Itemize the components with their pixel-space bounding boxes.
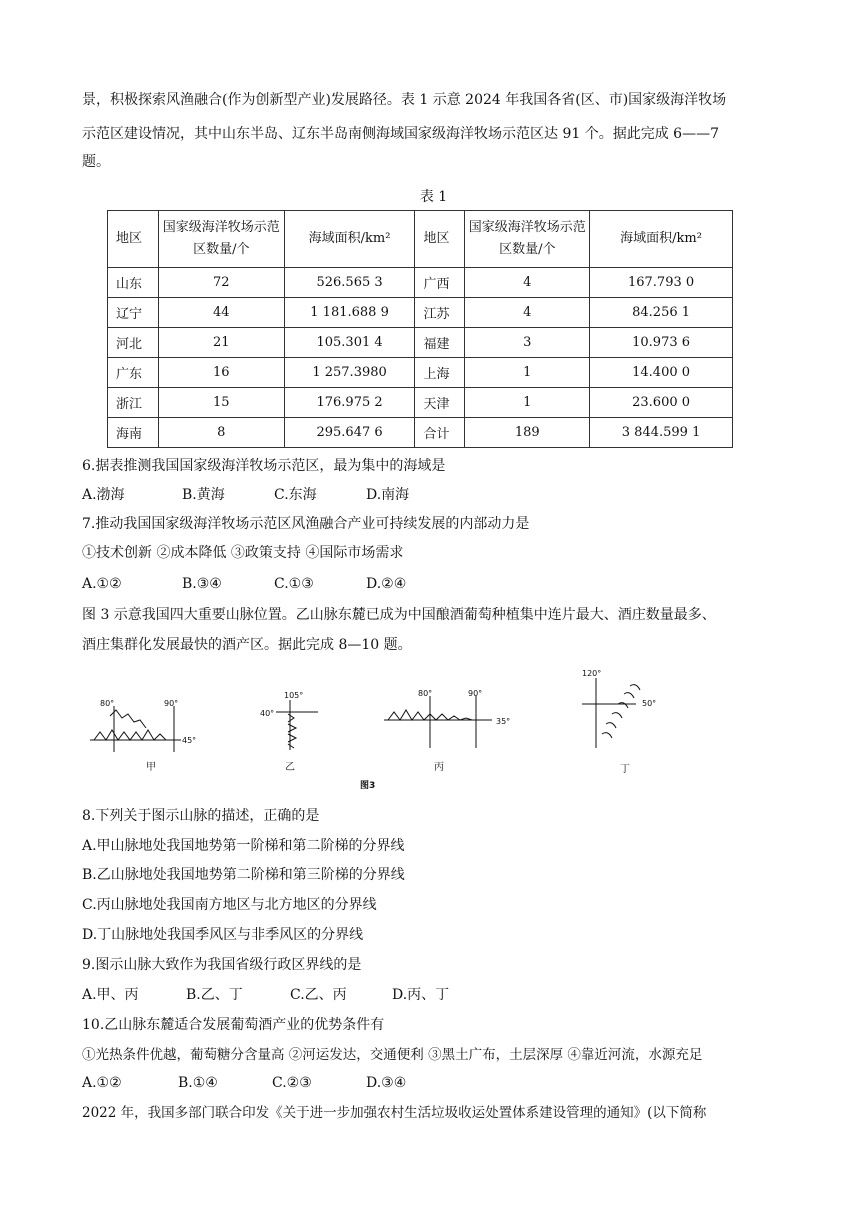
q8-option-d[interactable]: D.丁山脉地处我国季风区与非季风区的分界线 [82, 927, 364, 943]
figure-label: 乙 [285, 762, 295, 772]
lat-label: 35° [496, 717, 511, 726]
q8-option-b[interactable]: B.乙山脉地处我国地势第二阶梯和第三阶梯的分界线 [82, 867, 405, 883]
lat-label: 50° [642, 699, 657, 708]
lon-label: 80° [418, 689, 433, 698]
figure-jia [86, 692, 206, 772]
table-cell: 海南 [108, 418, 159, 448]
figure-ding-diagram [578, 664, 678, 776]
table-header-cell: 国家级海洋牧场示范区数量/个 [465, 211, 590, 268]
intro-line-3: 题。 [82, 154, 110, 170]
table-cell: 15 [158, 388, 284, 418]
table-cell: 526.565 3 [284, 268, 415, 298]
q7-option-b[interactable]: B.③④ [182, 576, 222, 592]
table-cell: 23.600 0 [590, 388, 733, 418]
q6-option-a[interactable]: A.渤海 [82, 487, 125, 503]
table-cell: 合计 [415, 418, 465, 448]
table-cell: 44 [158, 298, 284, 328]
table-row [108, 268, 733, 298]
q7-option-c[interactable]: C.①③ [274, 576, 314, 592]
q7-options [82, 574, 406, 594]
q10-stem: 10.乙山脉东麓适合发展葡萄酒产业的优势条件有 [82, 1017, 385, 1033]
data-table [107, 210, 733, 448]
table-cell: 8 [158, 418, 284, 448]
table-cell: 河北 [108, 328, 159, 358]
table-cell: 167.793 0 [590, 268, 733, 298]
table-cell: 189 [465, 418, 590, 448]
q8-option-c[interactable]: C.丙山脉地处我国南方地区与北方地区的分界线 [82, 897, 377, 913]
q7-option-d[interactable]: D.②④ [366, 576, 407, 592]
q10-options [82, 1073, 406, 1093]
q9-option-c[interactable]: C.乙、丙 [290, 987, 347, 1003]
lon-label: 80° [100, 699, 115, 708]
table-cell: 福建 [415, 328, 465, 358]
table-cell: 105.301 4 [284, 328, 415, 358]
q6-option-b[interactable]: B.黄海 [182, 487, 225, 503]
table-cell: 10.973 6 [590, 328, 733, 358]
table-cell: 72 [158, 268, 284, 298]
q7-items: ①技术创新 ②成本降低 ③政策支持 ④国际市场需求 [82, 545, 404, 561]
q8-option-a[interactable]: A.甲山脉地处我国地势第一阶梯和第二阶梯的分界线 [82, 838, 405, 854]
q9-option-d[interactable]: D.丙、丁 [392, 987, 450, 1003]
table-row [108, 298, 733, 328]
table-cell: 14.400 0 [590, 358, 733, 388]
table-cell: 1 181.688 9 [284, 298, 415, 328]
table-header-row [108, 211, 733, 268]
figure-label: 甲 [146, 762, 156, 772]
q8-stem: 8.下列关于图示山脉的描述，正确的是 [82, 808, 320, 824]
table-cell: 辽宁 [108, 298, 159, 328]
intro-line-1: 景，积极探索风渔融合(作为创新型产业)发展路径。表 1 示意 2024 年我国各省(区、市)国家级海洋牧场 [82, 92, 727, 108]
figure-label: 丁 [620, 764, 630, 775]
figure-ding [578, 664, 678, 776]
table-cell: 天津 [415, 388, 465, 418]
table-cell: 295.647 6 [284, 418, 415, 448]
lon-label: 105° [284, 691, 304, 700]
q6-option-d[interactable]: D.南海 [366, 487, 410, 503]
mountain-range-icon [288, 714, 296, 748]
mountain-range-icon [94, 730, 166, 740]
q10-option-b[interactable]: B.①④ [178, 1075, 218, 1091]
figure-caption: 图3 [360, 781, 376, 791]
q6-stem: 6.据表推测我国国家级海洋牧场示范区，最为集中的海域是 [82, 458, 446, 474]
q10-option-d[interactable]: D.③④ [366, 1075, 407, 1091]
mountain-range-icon [110, 710, 146, 728]
table-cell: 84.256 1 [590, 298, 733, 328]
table-cell: 江苏 [415, 298, 465, 328]
q10-items: ①光热条件优越，葡萄糖分含量高 ②河运发达，交通便利 ③黑土广布，土层深厚 ④靠近河流，水源充足 [82, 1047, 703, 1063]
table-row [108, 418, 733, 448]
table-header-cell: 海域面积/km² [284, 211, 415, 268]
table-caption: 表 1 [419, 189, 448, 205]
table-cell: 1 [465, 358, 590, 388]
q10-option-c[interactable]: C.②③ [272, 1075, 312, 1091]
lon-label: 120° [582, 669, 602, 678]
table-cell: 1 257.3980 [284, 358, 415, 388]
table-cell: 1 [465, 388, 590, 418]
table-header-cell: 海域面积/km² [590, 211, 733, 268]
table-header-cell: 地区 [108, 211, 159, 268]
table-cell: 山东 [108, 268, 159, 298]
table-cell: 上海 [415, 358, 465, 388]
table-cell: 16 [158, 358, 284, 388]
table-cell: 4 [465, 298, 590, 328]
lat-label: 45° [182, 736, 197, 745]
figure-bing [380, 686, 520, 772]
intro-line-2: 示范区建设情况，其中山东半岛、辽东半岛南侧海域国家级海洋牧场示范区达 91 个。据此完成 6——7 [82, 126, 719, 142]
q10-option-a[interactable]: A.①② [82, 1075, 122, 1091]
q7-option-a[interactable]: A.①② [82, 576, 122, 592]
table-cell: 3 844.599 1 [590, 418, 733, 448]
table-cell: 4 [465, 268, 590, 298]
table-row [108, 388, 733, 418]
table-row [108, 328, 733, 358]
table-cell: 21 [158, 328, 284, 358]
q9-options [82, 985, 449, 1005]
q9-option-b[interactable]: B.乙、丁 [186, 987, 243, 1003]
intro2-line-2: 酒庄集群化发展最快的酒产区。据此完成 8—10 题。 [82, 637, 412, 653]
outro-line-1: 2022 年，我国多部门联合印发《关于进一步加强农村生活垃圾收运处置体系建设管理的通知》(以下简称 [82, 1105, 707, 1121]
q6-option-c[interactable]: C.东海 [274, 487, 317, 503]
figure-jia-diagram [86, 692, 206, 772]
table-row [108, 358, 733, 388]
figure-label: 丙 [434, 762, 444, 772]
lat-label: 40° [260, 709, 275, 718]
q6-options [82, 485, 409, 505]
lon-label: 90° [468, 689, 483, 698]
intro2-line-1: 图 3 示意我国四大重要山脉位置。乙山脉东麓已成为中国酿酒葡萄种植集中连片最大、酒庄数量最多、 [82, 607, 716, 623]
table-cell: 广西 [415, 268, 465, 298]
table-header-cell: 地区 [415, 211, 465, 268]
table-header-cell: 国家级海洋牧场示范区数量/个 [158, 211, 284, 268]
mountain-range-icon [602, 685, 640, 738]
table-cell: 3 [465, 328, 590, 358]
q7-stem: 7.推动我国国家级海洋牧场示范区风渔融合产业可持续发展的内部动力是 [82, 516, 530, 532]
q9-option-a[interactable]: A.甲、丙 [82, 987, 139, 1003]
table-cell: 浙江 [108, 388, 159, 418]
figure-yi [258, 688, 328, 772]
figure-bing-diagram [380, 686, 520, 772]
table-cell: 176.975 2 [284, 388, 415, 418]
table-cell: 广东 [108, 358, 159, 388]
figure-yi-diagram [258, 688, 328, 772]
lon-label: 90° [164, 699, 179, 708]
q9-stem: 9.图示山脉大致作为我国省级行政区界线的是 [82, 957, 362, 973]
